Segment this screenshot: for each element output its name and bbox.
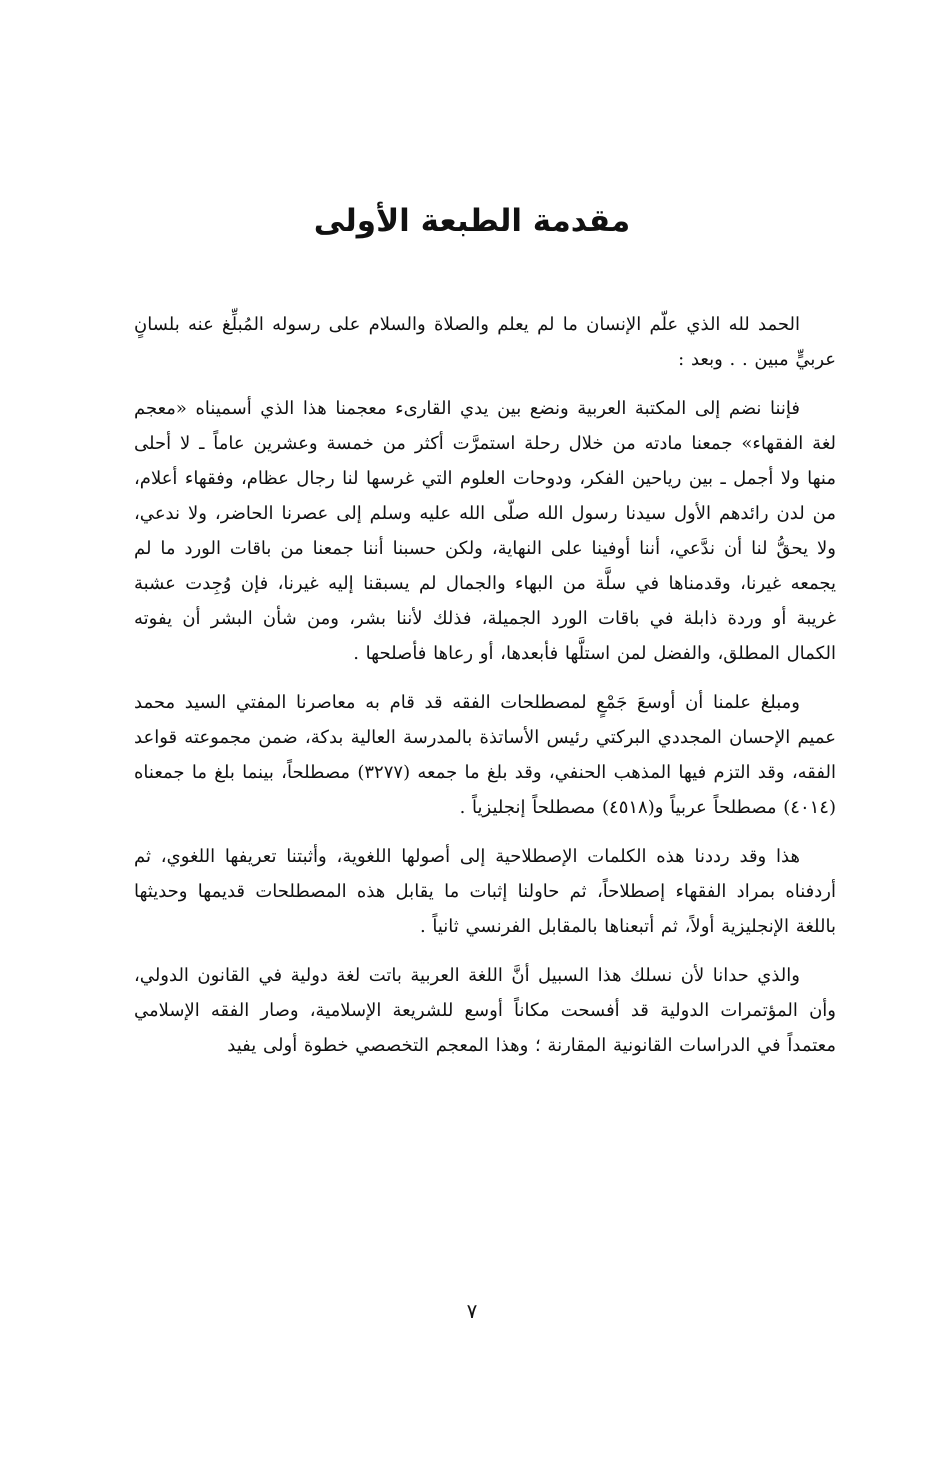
paragraph-purpose: والذي حدانا لأن نسلك هذا السبيل أنَّ اللغة العربية باتت لغة دولية في القانون الدولي، وأن المؤتمرات الدولية قد أفسحت مكاناً أوسع للشريعة الإسلامية، وصار الفقه الإسلامي معتمداً في الدراسات القانونية المقارنة ؛ وهذا المعجم التخصصي خطوة أولى يفيد — [134, 965, 836, 1056]
body-text — [134, 307, 836, 1077]
paragraph-opening: الحمد لله الذي علّم الإنسان ما لم يعلم والصلاة والسلام على رسوله المُبلِّغ عنه بلسانٍ عربيٍّ مبين . . وبعد : — [134, 314, 836, 370]
page-title: مقدمة الطبعة الأولى — [313, 203, 631, 239]
paragraph-terms-count: ومبلغ علمنا أن أوسعَ جَمْعٍ لمصطلحات الفقه قد قام به معاصرنا المفتي السيد محمد عميم الإحسان المجددي البركتي رئيس الأساتذة بالمدرسة العالية بدكة، ضمن مجموعته قواعد الفقه، وقد التزم فيها المذهب الحنفي، وقد بلغ ما جمعه (٣٢٧٧) مصطلحاً، بينما بلغ ما جمعناه (٤٠١٤) مصطلحاً عربياً و(٤٥١٨) مصطلحاً إنجليزياً . — [134, 692, 836, 818]
page-number: ٧ — [466, 1299, 478, 1323]
paragraph-methodology: هذا وقد رددنا هذه الكلمات الإصطلاحية إلى أصولها اللغوية، وأثبتنا تعريفها اللغوي، ثم أردفناه بمراد الفقهاء إصطلاحاً، ثم حاولنا إثبات ما يقابل هذه المصطلحات قديمها وحديثها باللغة الإنجليزية أولاً، ثم أتبعناها بالمقابل الفرنسي ثانياً . — [134, 846, 836, 937]
paragraph-dictionary-intro: فإننا نضم إلى المكتبة العربية ونضع بين يدي القارىء معجمنا هذا الذي أسميناه «معجم لغة الفقهاء» جمعنا مادته من خلال رحلة استمرَّت أكثر من خمسة وعشرين عاماً ـ لا أحلى منها ولا أجمل ـ بين رياحين الفكر، ودوحات العلوم التي غرسها لنا رجال عظام، وفقهاء أعلام، من لدن رائدهم الأول سيدنا رسول الله صلّى الله عليه وسلم إلى عصرنا الحاضر، ولا ندعي، ولا يحقُّ لنا أن ندَّعي، أننا أوفينا على النهاية، ولكن حسبنا أننا جمعنا من باقات الورد ما لم يجمعه غيرنا، وقدمناها في سلَّة من البهاء والجمال لم يسبقنا إليه غيرنا، فإن وُجِدت عشبة غريبة أو وردة ذابلة في باقات الورد الجميلة، فذلك لأننا بشر، ومن شأن البشر أن يفوته الكمال المطلق، والفضل لمن استلَّها فأبعدها، أو رعاها فأصلحها . — [134, 398, 836, 664]
